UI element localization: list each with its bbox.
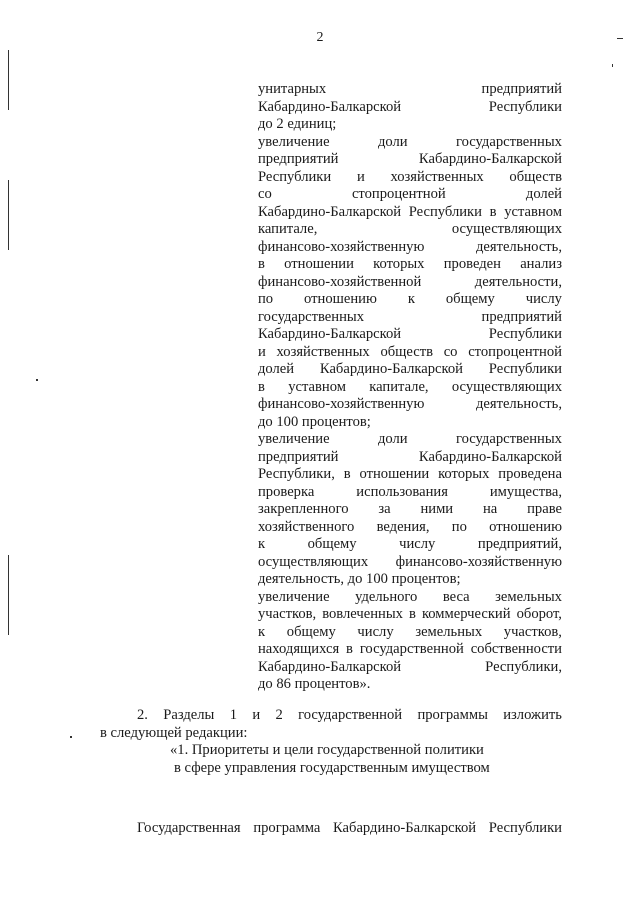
word: осуществляющих [451,221,562,237]
word: проведен [443,256,501,272]
word: обществ [380,343,433,360]
word: государственных [258,308,365,325]
word: капитале, [258,221,318,237]
word: хозяйственных [390,168,484,185]
word: удельного [355,588,418,605]
scan-mark [8,555,9,635]
word: участков, [258,606,317,622]
word: увеличение [258,431,330,447]
word: использования [356,483,448,500]
text-line [258,344,562,362]
word: уставном [504,203,562,220]
text-line [258,431,562,449]
word: унитарных [258,81,327,97]
word: имущества, [489,483,562,500]
word: Республики [258,168,332,185]
word: со [443,343,458,360]
word: Кабардино-Балкарской [333,820,477,836]
word: Республики [488,361,562,377]
word: финансово-хозяйственную [258,238,425,255]
word: земельных [415,623,483,640]
word: осуществляющих [451,378,562,395]
word: хозяйственных [276,343,370,360]
word: числу [399,536,436,552]
word: предприятий [258,448,339,465]
text-line [258,606,562,624]
word: и [258,343,266,360]
word: доли [377,431,408,447]
word: анализ [520,256,562,272]
word: по [258,291,274,307]
section-heading [170,741,490,777]
text-line [258,186,562,204]
section-2-paragraph [100,706,562,742]
text-line: «1. Приоритеты и цели государственной политики [170,742,484,758]
scan-mark [70,736,72,738]
word: деятельность, до 100 процентов; [258,571,461,587]
program-paragraph [137,819,562,837]
word: праве [527,501,562,517]
word: деятельности, [474,273,562,290]
word: в следующей редакции: [100,725,248,741]
word: общему [445,291,495,307]
text-line [258,554,562,572]
text-line [258,291,562,309]
text-line [258,326,562,344]
word: и [356,168,365,185]
indicators-column [258,81,562,694]
word: Республики [488,820,562,836]
text-line [100,706,562,724]
word: финансово-хозяйственной [258,273,422,290]
word: стопроцентной [351,186,446,202]
text-line [258,501,562,519]
page-number: 2 [316,30,324,45]
word: осуществляющих [258,553,369,570]
word: 2 [275,707,283,723]
text-line [258,221,562,239]
text-line [258,274,562,292]
word: в [408,606,416,622]
text-line [258,134,562,152]
word: в [489,203,497,220]
word: находящихся [258,641,340,657]
text-line [258,99,562,117]
word: хозяйственного [258,518,355,535]
word: участков, [503,623,562,640]
word: в [258,378,265,395]
word: Кабардино-Балкарской [258,326,402,342]
word: по [451,518,467,535]
word: отношению [489,518,562,535]
word: к [258,536,266,552]
word: увеличение [258,588,330,605]
scan-mark [612,64,613,67]
word: Кабардино-Балкарской [418,151,562,167]
text-line [258,676,562,694]
text-line [258,466,562,484]
word: программы [417,707,488,723]
word: 1 [229,707,237,723]
text-line [258,116,562,134]
word: ними [420,501,454,517]
word: проведена [498,466,562,482]
word: которых [373,256,425,272]
word: до 2 единиц; [258,116,337,132]
text-line [258,641,562,659]
word: проверка [258,483,315,500]
text-line [258,379,562,397]
text-line [258,151,562,169]
text-line [258,414,562,432]
word: ведения, [376,518,430,535]
word: государственной [359,641,464,657]
word: отношении [284,256,354,272]
word: Кабардино-Балкарской [258,98,402,115]
text-line [258,204,562,222]
word: предприятий [481,308,562,325]
text-line [258,519,562,537]
word: доли [377,133,408,150]
word: 2. [137,707,148,723]
scan-mark [617,38,623,39]
word: уставном [288,378,346,395]
word: Республики, [258,466,335,482]
word: увеличение [258,133,330,150]
word: общему [307,536,357,552]
word: общему [286,623,336,640]
word: предприятий, [477,536,562,552]
scan-mark [36,379,38,381]
word: государственной [298,707,403,723]
word: государственных [455,133,562,150]
word: отношении [359,466,430,482]
word: к [407,291,415,307]
word: Кабардино-Балкарской [418,448,562,465]
word: которых [438,466,490,482]
text-line [258,659,562,677]
text-line [258,239,562,257]
word: изложить [503,707,562,723]
word: Республики [408,203,482,220]
text-line [258,309,562,327]
word: со [258,186,272,202]
scan-mark [8,180,9,250]
word: финансово-хозяйственную [395,553,562,570]
word: государственных [455,431,562,447]
word: собственности [470,641,562,657]
word: долей [525,186,562,202]
word: за [378,501,391,517]
text-line [258,624,562,642]
text-line [258,256,562,274]
word: закрепленного [258,501,349,517]
word: Кабардино-Балкарской [258,658,402,675]
text-line [258,449,562,467]
word: коммерческий [421,606,511,622]
text-line [137,819,562,837]
text-line [258,536,562,554]
word: в [343,466,351,482]
word: долей [258,361,295,377]
word: до 100 процентов; [258,413,371,430]
scan-mark [8,50,9,110]
text-line [100,724,562,742]
word: деятельность, [475,238,562,255]
word: Государственная [137,820,241,836]
word: деятельность, [475,396,562,412]
word: обществ [509,168,562,185]
word: в [346,641,353,657]
text-line [258,589,562,607]
word: отношению [304,291,377,307]
word: числу [525,291,562,307]
word: в [258,256,265,272]
text-line: в сфере управления государственным имуществом [174,760,490,776]
word: до 86 процентов». [258,676,371,692]
text-line [258,396,562,414]
word: и [252,707,261,723]
word: программа [253,820,321,836]
word: стопроцентной [468,343,562,360]
word: финансово-хозяйственную [258,396,425,412]
word: числу [357,623,394,640]
word: Республики, [485,658,562,675]
word: к [258,623,266,640]
text-line [258,169,562,187]
word: Кабардино-Балкарской [319,361,463,377]
text-line [258,361,562,379]
text-line [258,81,562,99]
word: оборот, [516,606,562,622]
word: на [482,501,498,517]
word: Кабардино-Балкарской [258,203,402,220]
text-line [258,484,562,502]
word: вовлеченных [322,606,403,622]
word: Разделы [163,707,215,723]
word: предприятий [481,81,562,97]
word: веса [442,588,470,605]
word: Республики [488,326,562,342]
word: капитале, [369,378,429,395]
word: предприятий [258,151,339,167]
word: Республики [488,98,562,115]
word: земельных [495,588,562,605]
text-line [258,571,562,589]
